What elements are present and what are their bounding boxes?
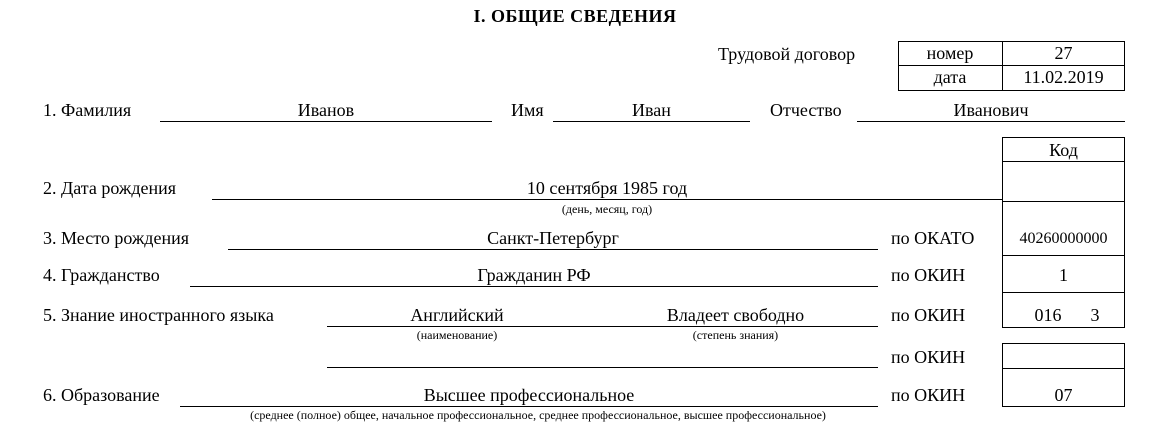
surname-field[interactable]: Иванов bbox=[297, 100, 355, 120]
birth-date-field[interactable]: 10 сентября 1985 год bbox=[526, 178, 688, 198]
citizenship-label: 4. Гражданство bbox=[43, 265, 160, 285]
section-title: I. ОБЩИЕ СВЕДЕНИЯ bbox=[473, 6, 677, 26]
education-okin-label: по ОКИН bbox=[891, 385, 966, 405]
okato-code: 40260000000 bbox=[1019, 230, 1108, 247]
education-field[interactable]: Высшее профессиональное bbox=[423, 385, 635, 405]
language-extra-okin-label: по ОКИН bbox=[891, 347, 966, 367]
patronymic-field[interactable]: Иванович bbox=[953, 100, 1029, 120]
education-caption: (среднее (полное) общее, начальное профессиональное, среднее профессиональное, высшее профессиональное) bbox=[250, 408, 826, 422]
contract-date-value: 11.02.2019 bbox=[1023, 67, 1104, 87]
contract-label: Трудовой договор bbox=[718, 44, 856, 64]
birth-place-field[interactable]: Санкт-Петербург bbox=[487, 228, 619, 248]
okato-label: по ОКАТО bbox=[891, 228, 975, 248]
education-code: 07 bbox=[1054, 385, 1073, 405]
language-name-field[interactable]: Английский bbox=[410, 305, 504, 325]
birth-date-caption: (день, месяц, год) bbox=[561, 202, 653, 216]
first-name-label: Имя bbox=[511, 100, 544, 120]
contract-number-value: 27 bbox=[1054, 43, 1073, 63]
patronymic-label: Отчество bbox=[770, 100, 842, 120]
first-name-field[interactable]: Иван bbox=[632, 100, 671, 120]
contract-number-label: номер bbox=[926, 43, 974, 63]
contract-date-label: дата bbox=[933, 67, 967, 87]
language-name-caption: (наименование) bbox=[416, 328, 498, 342]
language-label: 5. Знание иностранного языка bbox=[43, 305, 274, 325]
language-okin-label: по ОКИН bbox=[891, 305, 966, 325]
birth-date-label: 2. Дата рождения bbox=[43, 178, 177, 198]
birth-place-label: 3. Место рождения bbox=[43, 228, 190, 248]
citizenship-code: 1 bbox=[1059, 265, 1068, 285]
code-header: Код bbox=[1049, 140, 1078, 160]
language-code-1: 016 bbox=[1034, 305, 1062, 325]
citizenship-field[interactable]: Гражданин РФ bbox=[477, 265, 591, 285]
language-level-field[interactable]: Владеет свободно bbox=[666, 305, 805, 325]
citizenship-okin-label: по ОКИН bbox=[891, 265, 966, 285]
surname-label: 1. Фамилия bbox=[43, 100, 132, 120]
education-label: 6. Образование bbox=[43, 385, 160, 405]
language-code-2: 3 bbox=[1090, 305, 1100, 325]
language-level-caption: (степень знания) bbox=[692, 328, 779, 342]
